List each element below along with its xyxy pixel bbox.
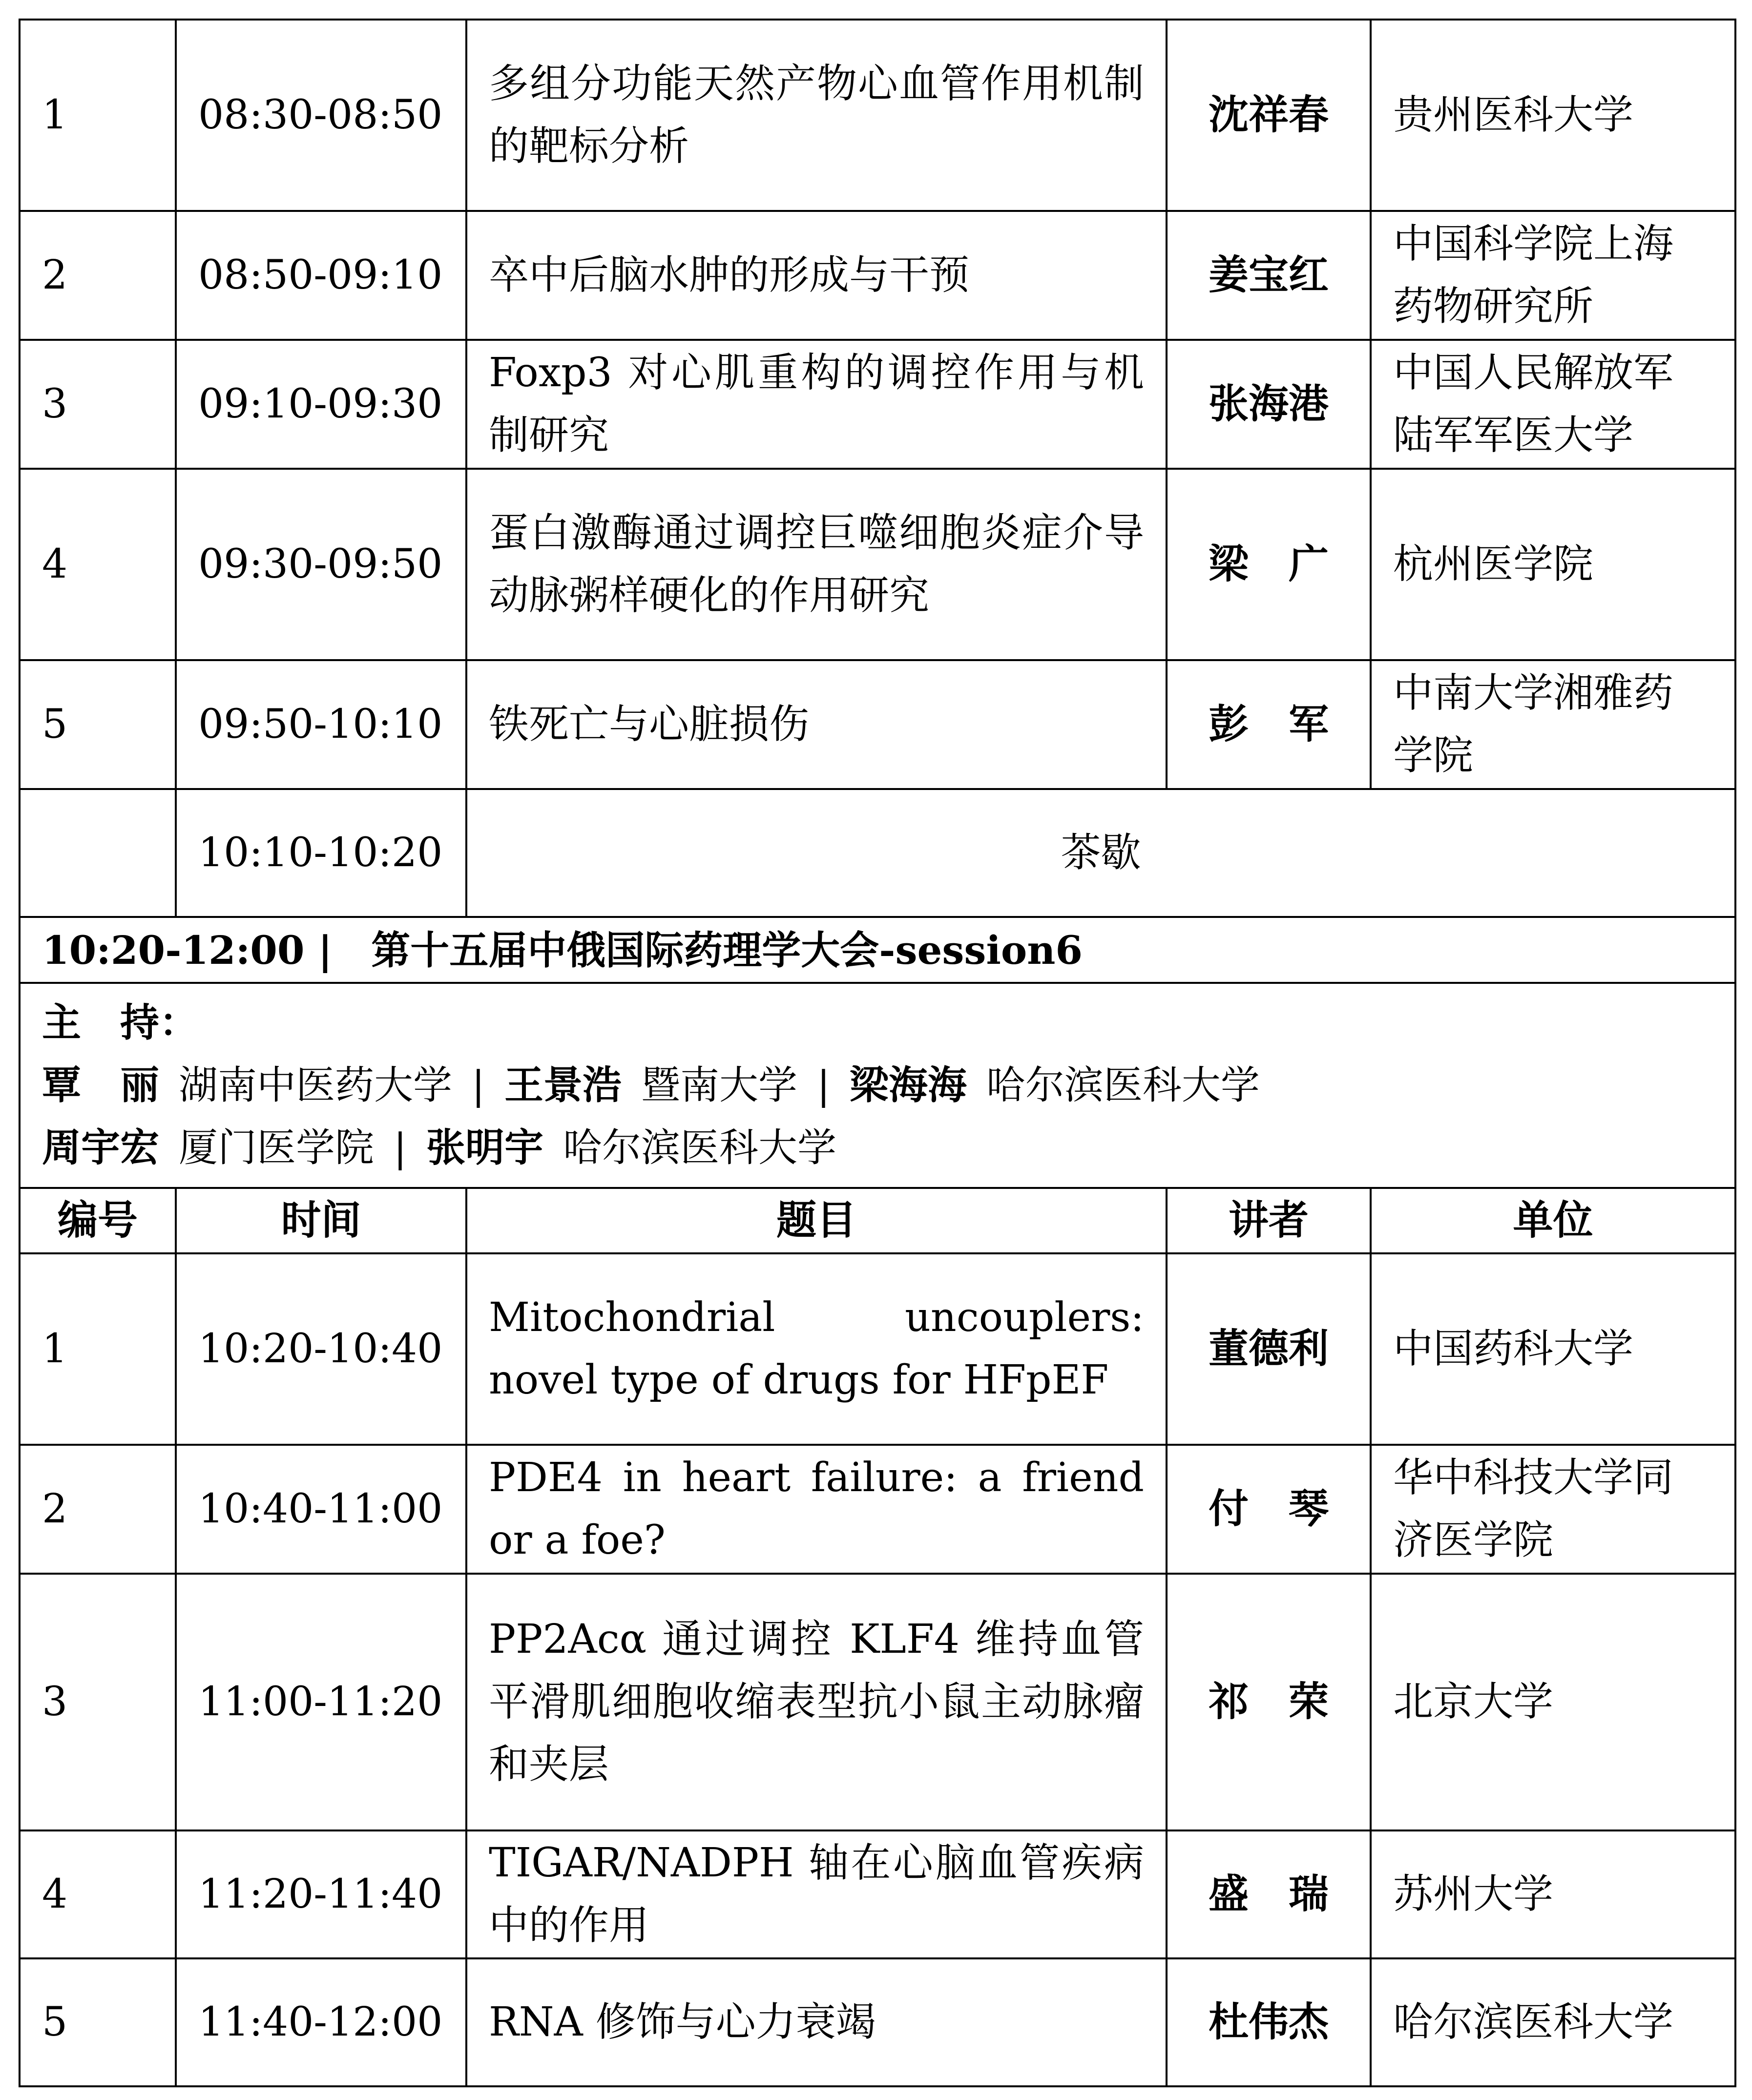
tea-break-label: 茶歇 <box>466 789 1735 917</box>
host-unit: 湖南中医药大学 <box>179 1062 452 1108</box>
row-unit: 杭州医学院 <box>1371 469 1735 660</box>
row-title: 蛋白激酶通过调控巨噬细胞炎症介导动脉粥样硬化的作用研究 <box>466 469 1167 660</box>
row-title: PP2Acα 通过调控 KLF4 维持血管平滑肌细胞收缩表型抗小鼠主动脉瘤和夹层 <box>466 1574 1167 1830</box>
row-time: 08:50-09:10 <box>176 211 466 340</box>
host-name: 梁海海 <box>849 1062 967 1108</box>
row-title: TIGAR/NADPH 轴在心脑血管疾病中的作用 <box>466 1830 1167 1958</box>
session-banner <box>20 917 1735 983</box>
row-time: 09:10-09:30 <box>176 340 466 469</box>
header-time: 时间 <box>176 1188 466 1253</box>
header-speaker: 讲者 <box>1167 1188 1371 1253</box>
row-time: 11:20-11:40 <box>176 1830 466 1958</box>
session-banner-time: 10:20-12:00 | <box>42 927 333 973</box>
table-row <box>20 469 1735 660</box>
tea-break-empty-cell <box>20 789 176 917</box>
row-speaker: 杜伟杰 <box>1167 1958 1371 2086</box>
row-unit: 苏州大学 <box>1371 1830 1735 1958</box>
row-speaker: 张海港 <box>1167 340 1371 469</box>
row-speaker: 彭 军 <box>1167 660 1371 789</box>
row-title: 多组分功能天然产物心血管作用机制的靶标分析 <box>466 20 1167 211</box>
host-name: 周宇宏 <box>42 1125 159 1170</box>
host-separator: | <box>816 1062 830 1108</box>
row-number: 5 <box>20 1958 176 2086</box>
row-number: 4 <box>20 1830 176 1958</box>
row-unit: 中南大学湘雅药学院 <box>1371 660 1735 789</box>
table-row <box>20 20 1735 211</box>
host-separator: | <box>472 1062 485 1108</box>
session-banner-title: 第十五届中俄国际药理学大会-session6 <box>371 927 1083 973</box>
row-number: 2 <box>20 1445 176 1574</box>
row-speaker: 姜宝红 <box>1167 211 1371 340</box>
row-unit: 华中科技大学同济医学院 <box>1371 1445 1735 1574</box>
table-row <box>20 340 1735 469</box>
schedule-sheet <box>19 19 1734 2095</box>
host-name: 覃 丽 <box>42 1062 159 1108</box>
table-row <box>20 1830 1735 1958</box>
header-no: 编号 <box>20 1188 176 1253</box>
row-time: 11:00-11:20 <box>176 1574 466 1830</box>
table-row <box>20 660 1735 789</box>
host-name: 张明宇 <box>426 1125 543 1170</box>
row-time: 08:30-08:50 <box>176 20 466 211</box>
host-unit: 哈尔滨医科大学 <box>986 1062 1260 1108</box>
hosts-label: 主 持： <box>42 1000 198 1045</box>
row-unit: 哈尔滨医科大学 <box>1371 1958 1735 2086</box>
host-separator: | <box>394 1125 407 1170</box>
session-banner-row <box>20 917 1735 983</box>
row-time: 10:40-11:00 <box>176 1445 466 1574</box>
row-time: 10:20-10:40 <box>176 1253 466 1445</box>
row-number: 4 <box>20 469 176 660</box>
header-unit: 单位 <box>1371 1188 1735 1253</box>
row-title: Foxp3 对心肌重构的调控作用与机制研究 <box>466 340 1167 469</box>
tea-break-time: 10:10-10:20 <box>176 789 466 917</box>
row-number: 5 <box>20 660 176 789</box>
row-time: 11:40-12:00 <box>176 1958 466 2086</box>
table-row <box>20 1445 1735 1574</box>
row-unit: 中国科学院上海药物研究所 <box>1371 211 1735 340</box>
table-row <box>20 1253 1735 1445</box>
row-speaker: 付 琴 <box>1167 1445 1371 1574</box>
table-row <box>20 1958 1735 2086</box>
hosts-cell <box>20 983 1735 1188</box>
row-speaker: 沈祥春 <box>1167 20 1371 211</box>
row-title: 铁死亡与心脏损伤 <box>466 660 1167 789</box>
row-unit: 中国药科大学 <box>1371 1253 1735 1445</box>
table-row <box>20 211 1735 340</box>
row-speaker: 梁 广 <box>1167 469 1371 660</box>
row-number: 1 <box>20 20 176 211</box>
host-unit: 厦门医学院 <box>179 1125 374 1170</box>
row-time: 09:30-09:50 <box>176 469 466 660</box>
hosts-row <box>20 983 1735 1188</box>
row-number: 3 <box>20 340 176 469</box>
row-title: 卒中后脑水肿的形成与干预 <box>466 211 1167 340</box>
host-unit: 哈尔滨医科大学 <box>563 1125 836 1170</box>
row-unit: 贵州医科大学 <box>1371 20 1735 211</box>
row-number: 1 <box>20 1253 176 1445</box>
row-title: PDE4 in heart failure: a friend or a foe? <box>466 1445 1167 1574</box>
row-title: Mitochondrial uncouplers: novel type of drugs for HFpEF <box>466 1253 1167 1445</box>
tea-break-row <box>20 789 1735 917</box>
schedule-table <box>19 19 1736 2087</box>
row-time: 09:50-10:10 <box>176 660 466 789</box>
row-title: RNA 修饰与心力衰竭 <box>466 1958 1167 2086</box>
row-number: 2 <box>20 211 176 340</box>
table-row <box>20 1574 1735 1830</box>
host-unit: 暨南大学 <box>641 1062 797 1108</box>
row-speaker: 祁 荣 <box>1167 1574 1371 1830</box>
row-unit: 中国人民解放军陆军军医大学 <box>1371 340 1735 469</box>
host-name: 王景浩 <box>504 1062 622 1108</box>
row-speaker: 盛 瑞 <box>1167 1830 1371 1958</box>
header-title: 题目 <box>466 1188 1167 1253</box>
row-speaker: 董德利 <box>1167 1253 1371 1445</box>
header-row <box>20 1188 1735 1253</box>
row-unit: 北京大学 <box>1371 1574 1735 1830</box>
row-number: 3 <box>20 1574 176 1830</box>
